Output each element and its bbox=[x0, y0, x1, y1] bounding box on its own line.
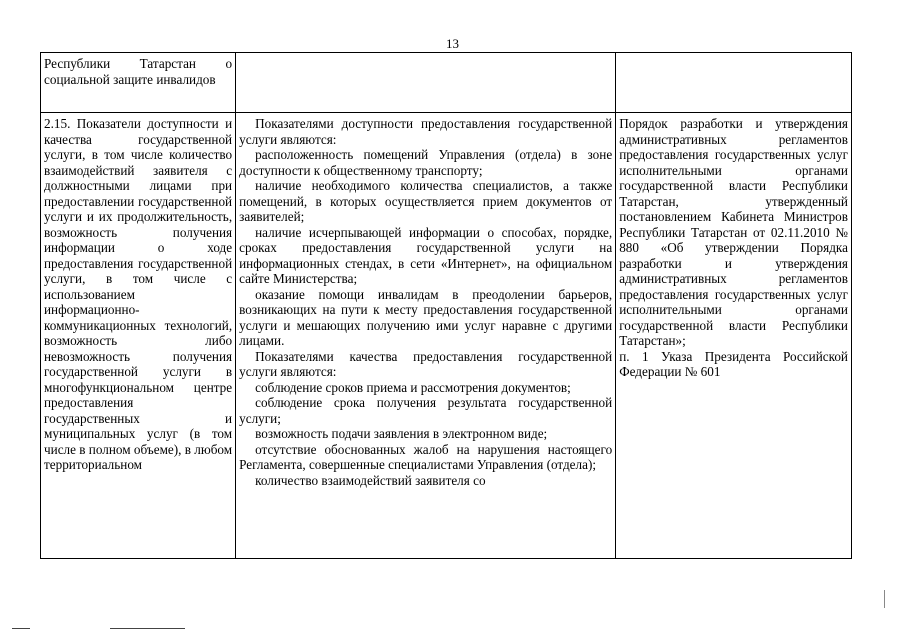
indicator-paragraph: оказание помощи инвалидам в преодолении барьеров, возникающих на пути к месту предоставления государственной услуги и мешающих получению ими услуг наравне с другими лицами. bbox=[239, 286, 613, 348]
row2-col3-cell bbox=[616, 113, 852, 559]
indicator-paragraph: соблюдение сроков приема и рассмотрения документов; bbox=[255, 379, 571, 395]
indicator-paragraph: наличие необходимого количества специалистов, а также помещений, в которых осуществляется прием документов от заявителей; bbox=[239, 178, 613, 224]
row2-col1-cell bbox=[41, 113, 236, 559]
indicator-paragraph: расположенность помещений Управления (отдела) в зоне доступности к общественному транспорту; bbox=[239, 147, 613, 178]
table-row bbox=[41, 113, 852, 559]
page-number: 13 bbox=[446, 36, 459, 51]
indicator-paragraph: Показателями качества предоставления государственной услуги являются: bbox=[239, 348, 613, 379]
indicator-paragraph: количество взаимодействий заявителя со bbox=[255, 472, 486, 488]
row1-col2-cell bbox=[236, 53, 616, 113]
indicator-name-text: 2.15. Показатели доступности и качества государственной услуги, в том числе количество взаимодействий заявителя с должностными лицами при предоставлении государственной услуги и их продолжительность, возможность получения информации о ходе предоставления государственной услуги, в том числе с использованием информационно-коммуникационных технологий, возможность либо невозможность получения государственной услуги в многофункциональном центре предоставления государственных и муниципальных услуг (в том числе в полном объеме), в любом территориальном bbox=[44, 116, 233, 472]
scan-rule-mark bbox=[110, 628, 185, 629]
indicator-paragraph: возможность подачи заявления в электронном виде; bbox=[255, 426, 548, 441]
row1-col3-cell bbox=[616, 53, 852, 113]
scan-rule-mark bbox=[12, 628, 30, 629]
indicator-paragraph: Показателями доступности предоставления государственной услуги являются: bbox=[239, 116, 613, 147]
indicator-paragraph: соблюдение срока получения результата государственной услуги; bbox=[239, 395, 613, 426]
legal-basis-paragraph: Порядок разработки и утверждения административных регламентов предоставления государственных услуг исполнительными органами государственной власти Республики Татарстан, утвержденный постановлением Кабинета Министров Республики Татарстан от 02.11.2010 № 880 «Об утверждении Порядка разработки и утверждения административных регламентов предоставления государственных услуг исполнительными органами государственной власти Республики Татарстан»; bbox=[619, 116, 848, 348]
indicator-paragraph: наличие исчерпывающей информации о способах, порядке, сроках предоставления государственной услуги на информационных стендах, в сети «Интернет», на официальном сайте Министерства; bbox=[239, 224, 613, 286]
scan-edge-mark bbox=[884, 590, 885, 608]
regulation-table bbox=[40, 52, 852, 559]
row2-col2-cell bbox=[236, 113, 616, 559]
row1-col1-text: Республики Татарстан о социальной защите инвалидов bbox=[44, 56, 233, 87]
indicator-paragraph: отсутствие обоснованных жалоб на нарушения настоящего Регламента, совершенные специалистами Управления (отдела); bbox=[239, 441, 613, 472]
legal-basis-paragraph: п. 1 Указа Президента Российской Федерации № 601 bbox=[619, 348, 848, 379]
table-row bbox=[41, 53, 852, 113]
row1-col1-cell bbox=[41, 53, 236, 113]
